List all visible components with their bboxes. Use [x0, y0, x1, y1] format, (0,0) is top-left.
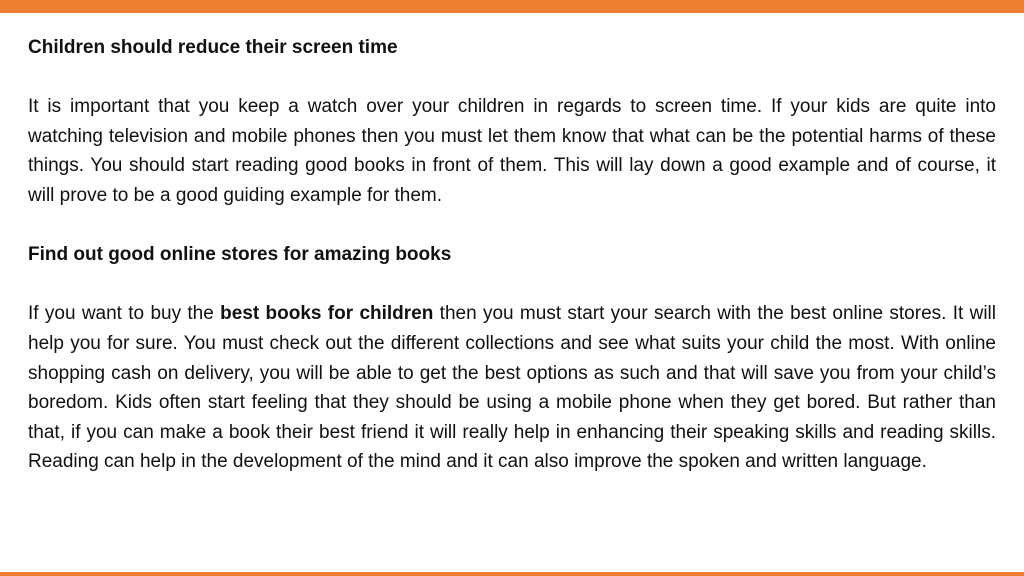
best-books-link[interactable]: best books for children — [220, 303, 434, 325]
spacer — [28, 270, 996, 300]
document-content — [28, 33, 996, 477]
section2-heading: Find out good online stores for amazing books — [28, 244, 452, 266]
section1-heading: Children should reduce their screen time — [28, 37, 398, 58]
section2-paragraph — [28, 299, 996, 477]
spacer — [28, 63, 996, 93]
top-accent-bar — [0, 0, 1024, 13]
bottom-accent-bar — [0, 572, 1024, 576]
spacer — [28, 211, 996, 241]
section2-text-before: If you want to buy the — [28, 303, 214, 325]
section2-text-after: then you must start your search with the best online stores. It will help you for sure. You must check out the different collections and see what suits your child the most. With online shopping cash on delivery, you will be able to get the best options as such and that will save you from your child’s boredom. Kids often start feeling that they should be using a mobile phone when they get bored. But rather than that, if you can make a book their best friend it will really help in enhancing their speaking skills and reading skills. Reading can help in the development of the mind and it can also improve the spoken and written language. — [28, 303, 996, 473]
section1-paragraph: It is important that you keep a watch over your children in regards to screen time. If your kids are quite into watching television and mobile phones then you must let them know that what can be the potential harms of these things. You should start reading good books in front of them. This will lay down a good example and of course, it will prove to be a good guiding example for them. — [28, 96, 996, 206]
